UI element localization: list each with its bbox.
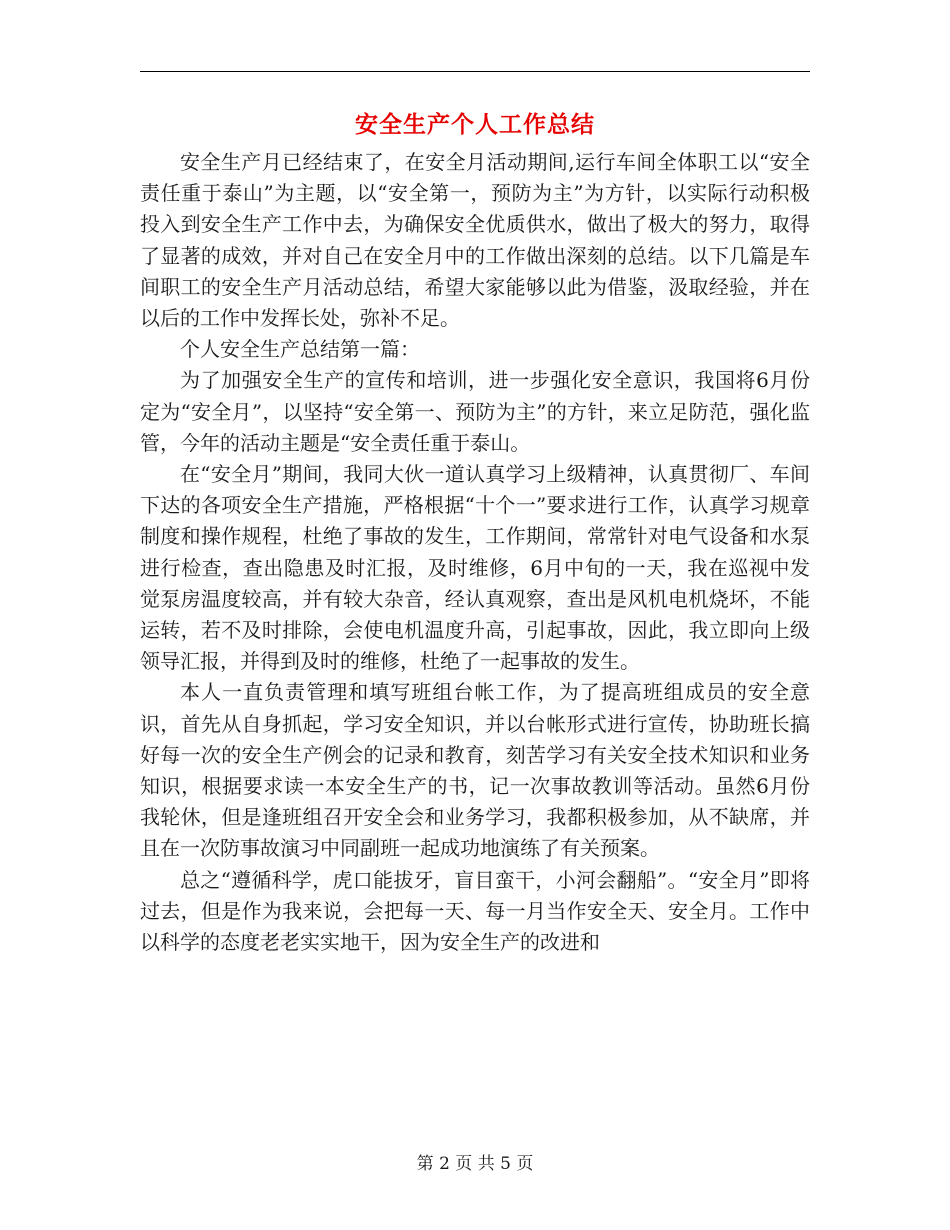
paragraph-activities: 在“安全月”期间，我同大伙一道认真学习上级精神，认真贯彻厂、车间下达的各项安全生产措施，严格根据“十个一”要求进行工作，认真学习规章制度和操作规程，杜绝了事故的发生，工作期间，常常针对电气设备和水泵进行检查，查出隐患及时汇报，及时维修，6月中旬的一天，我在巡视中发觉泵房温度较高，并有较大杂音，经认真观察，查出是风机电机烧坏，不能运转，若不及时排除，会使电机温度升高，引起事故，因此，我立即向上级领导汇报，并得到及时的维修，杜绝了一起事故的发生。 bbox=[140, 462, 810, 674]
header-rule bbox=[140, 71, 810, 72]
paragraph-section-heading: 个人安全生产总结第一篇： bbox=[180, 337, 420, 362]
paragraph-conclusion: 总之“遵循科学，虎口能拔牙，盲目蛮干，小河会翻船”。“安全月”即将过去，但是作为我来说，会把每一天、每一月当作安全天、安全月。工作中以科学的态度老老实实地干，因为安全生产的改进和 bbox=[140, 867, 810, 955]
paragraph-intro: 安全生产月已经结束了，在安全月活动期间,运行车间全体职工以“安全责任重于泰山”为主题，以“安全第一，预防为主”为方针，以实际行动积极投入到安全生产工作中去，为确保安全优质供水，做出了极大的努力，取得了显著的成效，并对自己在安全月中的工作做出深刻的总结。以下几篇是车间职工的安全生产月活动总结，希望大家能够以此为借鉴，汲取经验，并在以后的工作中发挥长处，弥补不足。 bbox=[140, 150, 810, 331]
document-title: 安全生产个人工作总结 bbox=[355, 111, 595, 138]
page-number: 第 2 页 共 5 页 bbox=[416, 1154, 534, 1174]
paragraph-ledger-work: 本人一直负责管理和填写班组台帐工作，为了提高班组成员的安全意识，首先从自身抓起，学习安全知识，并以台帐形式进行宣传，协助班长搞好每一次的安全生产例会的记录和教育，刻苦学习有关安全技术知识和业务知识，根据要求读一本安全生产的书，记一次事故教训等活动。虽然6月份我轮休，但是逢班组召开安全会和业务学习，我都积极参加，从不缺席，并且在一次防事故演习中同副班一起成功地演练了有关预案。 bbox=[140, 680, 810, 861]
paragraph-background: 为了加强安全生产的宣传和培训，进一步强化安全意识，我国将6月份定为“安全月”，以坚持“安全第一、预防为主”的方针，来立足防范，强化监管，今年的活动主题是“安全责任重于泰山。 bbox=[140, 368, 810, 455]
document-body bbox=[140, 147, 810, 958]
